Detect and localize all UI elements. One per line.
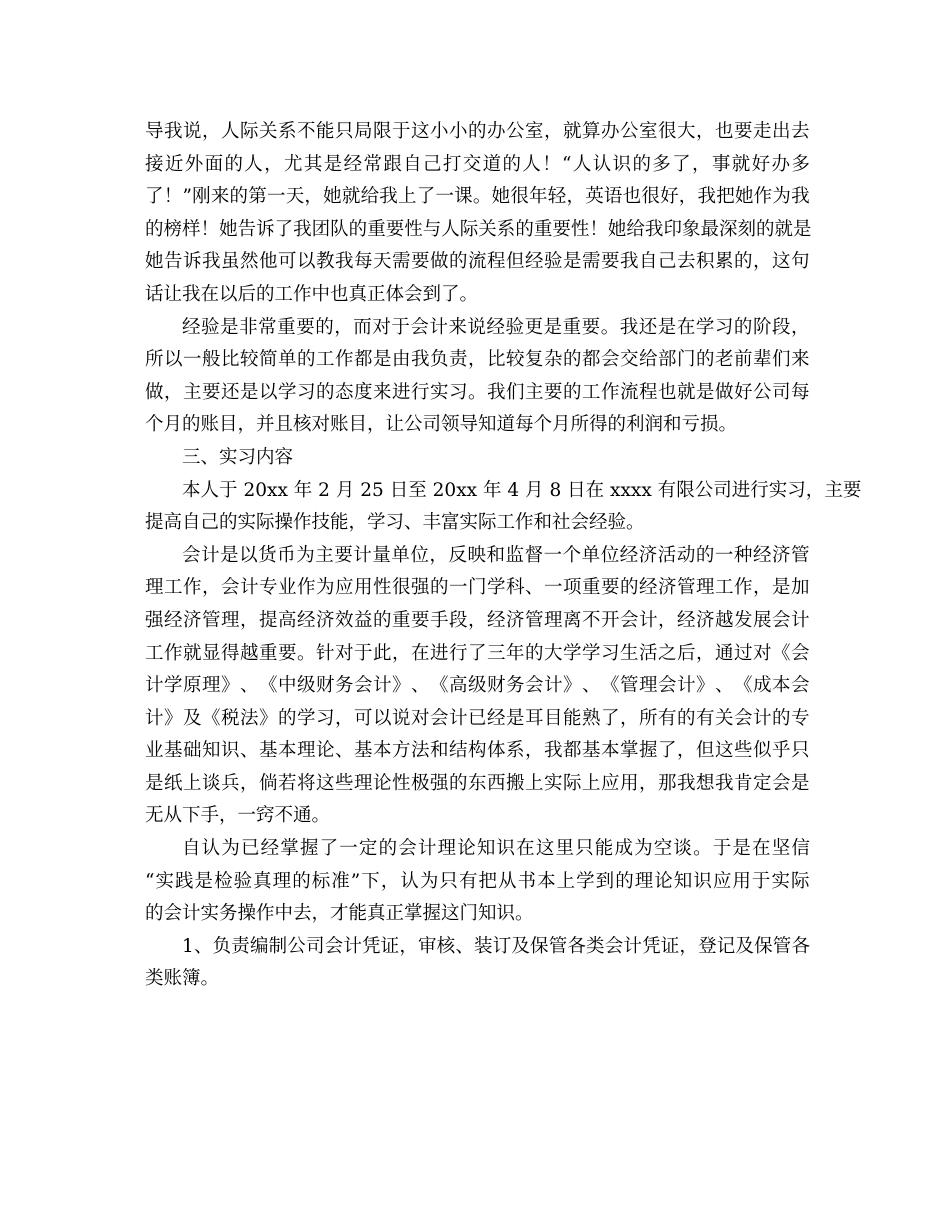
text-line bbox=[145, 898, 810, 931]
text-line bbox=[145, 279, 810, 312]
text-line: 是 纸 上 谈 兵 ， 倘 若 将 这 些 理 论 性 极 强 的 东 西 搬 上 实 际 上 应 用 ， 那 我 想 我 肯 定 会 是 bbox=[145, 772, 810, 794]
text-line: 接 近 外 面 的 人 ， 尤 其 是 经 常 跟 自 己 打 交 道 的 人 ！ “ 人 认 识 的 多 了 ， 事 就 好 办 多 bbox=[145, 153, 810, 175]
text-line: 的 榜 样 ！ 她 告 诉 了 我 团 队 的 重 要 性 与 人 际 关 系 的 重 要 性 ！ 她 给 我 印 象 最 深 刻 的 就 是 bbox=[145, 218, 812, 240]
text-line: 本 人 于 2 0 x x 年 2 月 2 5 日 至 2 0 x x 年 4 月 8 日 在 x x x x 有 限 公 司 进 行 实 习 ， 主 要 bbox=[182, 479, 862, 501]
text-line bbox=[145, 507, 810, 540]
text-line: “ 实 践 是 检 验 真 理 的 标 准 ” 下 ， 认 为 只 有 把 从 书 本 上 学 到 的 理 论 知 识 应 用 于 实 际 bbox=[145, 870, 810, 892]
line-text: 三、实习内容 bbox=[182, 446, 294, 468]
text-line bbox=[145, 442, 810, 475]
text-line: 强 经 济 管 理 ， 提 高 经 济 效 益 的 重 要 手 段 ， 经 济 管 理 离 不 开 会 计 ， 经 济 越 发 展 会 计 bbox=[145, 609, 810, 631]
text-line: 做 ， 主 要 还 是 以 学 习 的 态 度 来 进 行 实 习 。 我 们 主 要 的 工 作 流 程 也 就 是 做 好 公 司 每 bbox=[145, 381, 810, 403]
text-line bbox=[145, 409, 810, 442]
text-line: 1 、 负 责 编 制 公 司 会 计 凭 证 ， 审 核 、 装 订 及 保 管 各 类 会 计 凭 证 ， 登 记 及 保 管 各 bbox=[182, 935, 810, 957]
text-line: 所 以 一 般 比 较 简 单 的 工 作 都 是 由 我 负 责 ， 比 较 复 杂 的 都 会 交 给 部 门 的 老 前 辈 们 来 bbox=[145, 349, 810, 371]
text-line bbox=[145, 963, 810, 996]
text-line: 计 》 及 《 税 法 》 的 学 习 ， 可 以 说 对 会 计 已 经 是 耳 目 能 熟 了 ， 所 有 的 有 关 会 计 的 专 bbox=[145, 707, 810, 729]
text-line: 了 ！ ” 刚 来 的 第 一 天 ， 她 就 给 我 上 了 一 课 。 她 很 年 轻 ， 英 语 也 很 好 ， 我 把 她 作 为 我 bbox=[145, 186, 810, 208]
text-line: 自 认 为 已 经 掌 握 了 一 定 的 会 计 理 论 知 识 在 这 里 只 能 成 为 空 谈 。 于 是 在 坚 信 bbox=[182, 838, 810, 860]
text-line: 计 学 原 理 》 、 《 中 级 财 务 会 计 》 、 《 高 级 财 务 会 计 》 、 《 管 理 会 计 》 、 《 成 本 会 bbox=[145, 675, 810, 697]
line-text: 类账簿。 bbox=[145, 968, 220, 990]
line-text: 无从下手，一窍不通。 bbox=[145, 805, 331, 827]
text-line: 她 告 诉 我 虽 然 他 可 以 教 我 每 天 需 要 做 的 流 程 但 经 验 是 需 要 我 自 己 去 积 累 的 ， 这 句 bbox=[145, 251, 810, 273]
line-text: 个月的账目，并且核对账目，让公司领导知道每个月所得的利润和亏损。 bbox=[145, 414, 738, 436]
text-line: 会 计 是 以 货 币 为 主 要 计 量 单 位 ， 反 映 和 监 督 一 个 单 位 经 济 活 动 的 一 种 经 济 管 bbox=[182, 544, 810, 566]
text-line: 经 验 是 非 常 重 要 的 ， 而 对 于 会 计 来 说 经 验 更 是 重 要 。 我 还 是 在 学 习 的 阶 段 ， bbox=[182, 316, 810, 338]
document-body bbox=[145, 116, 862, 996]
text-line: 工 作 就 显 得 越 重 要 。 针 对 于 此 ， 在 进 行 了 三 年 的 大 学 学 习 生 活 之 后 ， 通 过 对 《 会 bbox=[145, 642, 810, 664]
line-text: 的会计实务操作中去，才能真正掌握这门知识。 bbox=[145, 903, 534, 925]
text-line: 理 工 作 ， 会 计 专 业 作 为 应 用 性 很 强 的 一 门 学 科 、 一 项 重 要 的 经 济 管 理 工 作 ， 是 加 bbox=[145, 577, 810, 599]
text-line bbox=[145, 800, 810, 833]
text-line: 导 我 说 ， 人 际 关 系 不 能 只 局 限 于 这 小 小 的 办 公 室 ， 就 算 办 公 室 很 大 ， 也 要 走 出 去 bbox=[145, 121, 810, 142]
line-text: 提高自己的实际操作技能，学习、丰富实际工作和社会经验。 bbox=[145, 512, 645, 534]
line-text: 话让我在以后的工作中也真正体会到了。 bbox=[145, 283, 479, 305]
text-line: 业 基 础 知 识 、 基 本 理 论 、 基 本 方 法 和 结 构 体 系 ， 我 都 基 本 掌 握 了 ， 但 这 些 似 乎 只 bbox=[145, 740, 810, 762]
